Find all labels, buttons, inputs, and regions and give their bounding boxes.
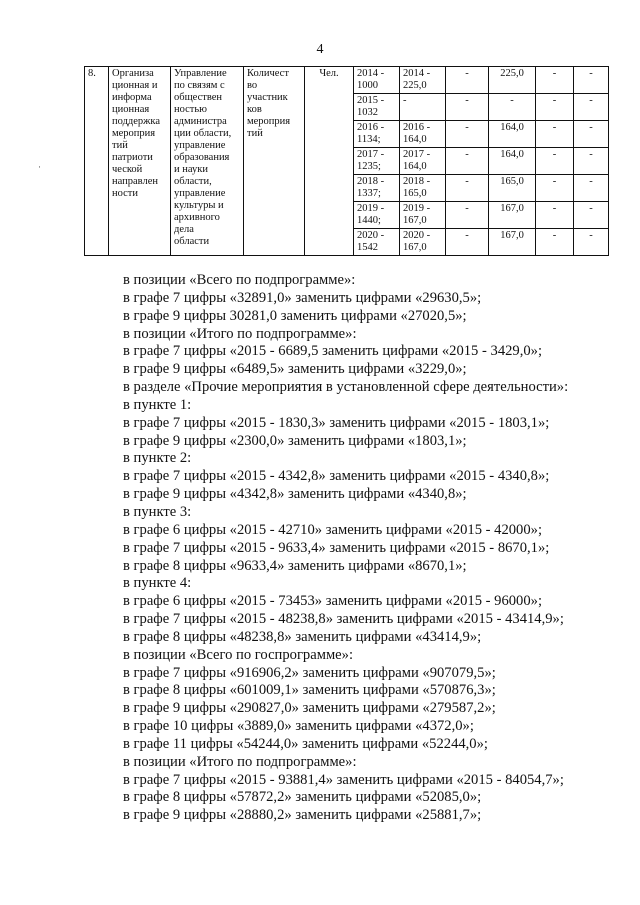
fact-cell: 2020 - 167,0 — [400, 229, 446, 256]
fact-cell: 2018 - 165,0 — [400, 175, 446, 202]
text-line: в графе 8 цифры «601009,1» заменить цифрами «570876,3»; — [123, 682, 496, 699]
activity-name-line: направлен — [112, 176, 159, 187]
text-line: в графе 7 цифры «2015 - 9633,4» заменить цифрами «2015 - 8670,1»; — [123, 539, 550, 556]
indicator-line: во — [247, 80, 258, 91]
col9-cell: 164,0 — [489, 121, 536, 148]
executor-line: образования — [174, 152, 230, 163]
executor-line: области — [174, 236, 210, 247]
margin-mark: · — [38, 162, 41, 172]
activity-name-line: Организа — [112, 68, 154, 79]
col11-cell: - — [574, 229, 609, 256]
col10-cell: - — [536, 175, 574, 202]
text-line: в позиции «Итого по подпрограмме»: — [123, 753, 357, 770]
text-line: в графе 9 цифры «290827,0» заменить цифрами «279587,2»; — [123, 700, 496, 717]
text-line: в графе 7 цифры «32891,0» заменить цифрами «29630,5»; — [123, 289, 482, 306]
col8-cell: - — [446, 148, 489, 175]
col9-cell: 225,0 — [489, 67, 536, 94]
executor-line: управление — [174, 140, 226, 151]
executor-line: дела — [174, 224, 194, 235]
col9-cell: - — [489, 94, 536, 121]
text-line: в графе 10 цифры «3889,0» заменить цифрами «4372,0»; — [123, 718, 474, 735]
text-line: в графе 7 цифры «2015 - 4342,8» заменить цифрами «2015 - 4340,8»; — [123, 468, 550, 485]
text-line: в графе 7 цифры «2015 - 93881,4» заменить цифрами «2015 - 84054,7»; — [123, 771, 564, 788]
col10-cell: - — [536, 121, 574, 148]
indicator-line: мероприя — [247, 116, 291, 127]
activity-name-cell — [109, 67, 171, 256]
text-line: в графе 8 цифры «48238,8» заменить цифрами «43414,9»; — [123, 628, 482, 645]
table-row — [85, 67, 609, 94]
program-table — [84, 66, 609, 256]
col11-cell: - — [574, 202, 609, 229]
col8-cell: - — [446, 202, 489, 229]
unit-cell: Чел. — [305, 67, 354, 256]
plan-cell: 2018 - 1337; — [354, 175, 400, 202]
executor-line: ции области, — [174, 128, 232, 139]
executor-line: ностью — [174, 104, 208, 115]
text-line: в графе 9 цифры «4342,8» заменить цифрами «4340,8»; — [123, 486, 467, 503]
text-line: в пункте 2: — [123, 450, 192, 467]
text-line: в пункте 3: — [123, 503, 192, 520]
col10-cell: - — [536, 67, 574, 94]
plan-cell: 2016 - 1134; — [354, 121, 400, 148]
executor-line: Управление — [174, 68, 227, 79]
text-line: в графе 6 цифры «2015 - 73453» заменить цифрами «2015 - 96000»; — [123, 593, 543, 610]
fact-cell: 2016 - 164,0 — [400, 121, 446, 148]
executor-cell — [171, 67, 244, 256]
col9-cell: 164,0 — [489, 148, 536, 175]
indicator-cell — [244, 67, 305, 256]
activity-name-line: информа — [112, 92, 152, 103]
col11-cell: - — [574, 67, 609, 94]
text-line: в графе 9 цифры «6489,5» заменить цифрами «3229,0»; — [123, 361, 467, 378]
text-line: в графе 6 цифры «2015 - 42710» заменить цифрами «2015 - 42000»; — [123, 521, 543, 538]
plan-cell: 2014 - 1000 — [354, 67, 400, 94]
activity-name-line: ческой — [112, 164, 143, 175]
col9-cell: 167,0 — [489, 229, 536, 256]
plan-cell: 2015 - 1032 — [354, 94, 400, 121]
col11-cell: - — [574, 94, 609, 121]
text-line: в пункте 1: — [123, 396, 192, 413]
indicator-line: участник — [247, 92, 288, 103]
text-line: в разделе «Прочие мероприятия в установленной сфере деятельности»: — [123, 379, 569, 396]
col8-cell: - — [446, 94, 489, 121]
executor-line: культуры и — [174, 200, 224, 211]
page-number: 4 — [316, 42, 324, 57]
indicator-line: Количест — [247, 68, 289, 79]
indicator-line: ков — [247, 104, 262, 115]
fact-cell: 2014 - 225,0 — [400, 67, 446, 94]
activity-name-line: ционная — [112, 104, 150, 115]
executor-line: администра — [174, 116, 227, 127]
col10-cell: - — [536, 94, 574, 121]
text-line: в позиции «Всего по подпрограмме»: — [123, 272, 356, 288]
activity-name-line: поддержка — [112, 116, 161, 127]
executor-line: обществен — [174, 92, 223, 103]
col8-cell: - — [446, 67, 489, 94]
activity-name-line: ционная и — [112, 80, 158, 91]
col11-cell: - — [574, 121, 609, 148]
executor-line: и науки — [174, 164, 208, 175]
fact-cell: - — [400, 94, 446, 121]
executor-line: области, — [174, 176, 212, 187]
col11-cell: - — [574, 175, 609, 202]
activity-name-line: ности — [112, 188, 138, 199]
text-line: в графе 7 цифры «2015 - 1830,3» заменить цифрами «2015 - 1803,1»; — [123, 414, 550, 431]
text-line: в графе 7 цифры «2015 - 48238,8» заменить цифрами «2015 - 43414,9»; — [123, 611, 564, 628]
activity-name-line: мероприя — [112, 128, 156, 139]
activity-name-line: тий — [112, 140, 128, 151]
text-line: в графе 8 цифры «9633,4» заменить цифрами «8670,1»; — [123, 557, 467, 574]
text-line: в графе 9 цифры 30281,0 заменить цифрами «27020,5»; — [123, 307, 467, 324]
fact-cell: 2019 - 167,0 — [400, 202, 446, 229]
executor-line: по связям с — [174, 80, 225, 91]
col11-cell: - — [574, 148, 609, 175]
text-line: в графе 9 цифры «28880,2» заменить цифрами «25881,7»; — [123, 807, 482, 824]
plan-cell: 2019 - 1440; — [354, 202, 400, 229]
executor-line: управление — [174, 188, 226, 199]
col10-cell: - — [536, 202, 574, 229]
col10-cell: - — [536, 229, 574, 256]
col8-cell: - — [446, 121, 489, 148]
plan-cell: 2017 - 1235; — [354, 148, 400, 175]
plan-cell: 2020 - 1542 — [354, 229, 400, 256]
text-line: в пункте 4: — [123, 575, 192, 592]
col8-cell: - — [446, 229, 489, 256]
col9-cell: 167,0 — [489, 202, 536, 229]
fact-cell: 2017 - 164,0 — [400, 148, 446, 175]
activity-name-line: патриоти — [112, 152, 153, 163]
row-index: 8. — [85, 67, 109, 256]
text-line: в графе 11 цифры «54244,0» заменить цифрами «52244,0»; — [123, 735, 488, 752]
col9-cell: 165,0 — [489, 175, 536, 202]
text-line: в позиции «Всего по госпрограмме»: — [123, 646, 354, 663]
executor-line: архивного — [174, 212, 220, 223]
text-line: в графе 8 цифры «57872,2» заменить цифрами «52085,0»; — [123, 789, 482, 806]
col10-cell: - — [536, 148, 574, 175]
col8-cell: - — [446, 175, 489, 202]
text-line: в позиции «Итого по подпрограмме»: — [123, 325, 357, 342]
text-line: в графе 9 цифры «2300,0» заменить цифрами «1803,1»; — [123, 432, 467, 449]
indicator-line: тий — [247, 128, 263, 139]
text-line: в графе 7 цифры «2015 - 6689,5 заменить цифрами «2015 - 3429,0»; — [123, 343, 543, 360]
text-line: в графе 7 цифры «916906,2» заменить цифрами «907079,5»; — [123, 664, 496, 681]
amendment-text — [123, 272, 623, 825]
